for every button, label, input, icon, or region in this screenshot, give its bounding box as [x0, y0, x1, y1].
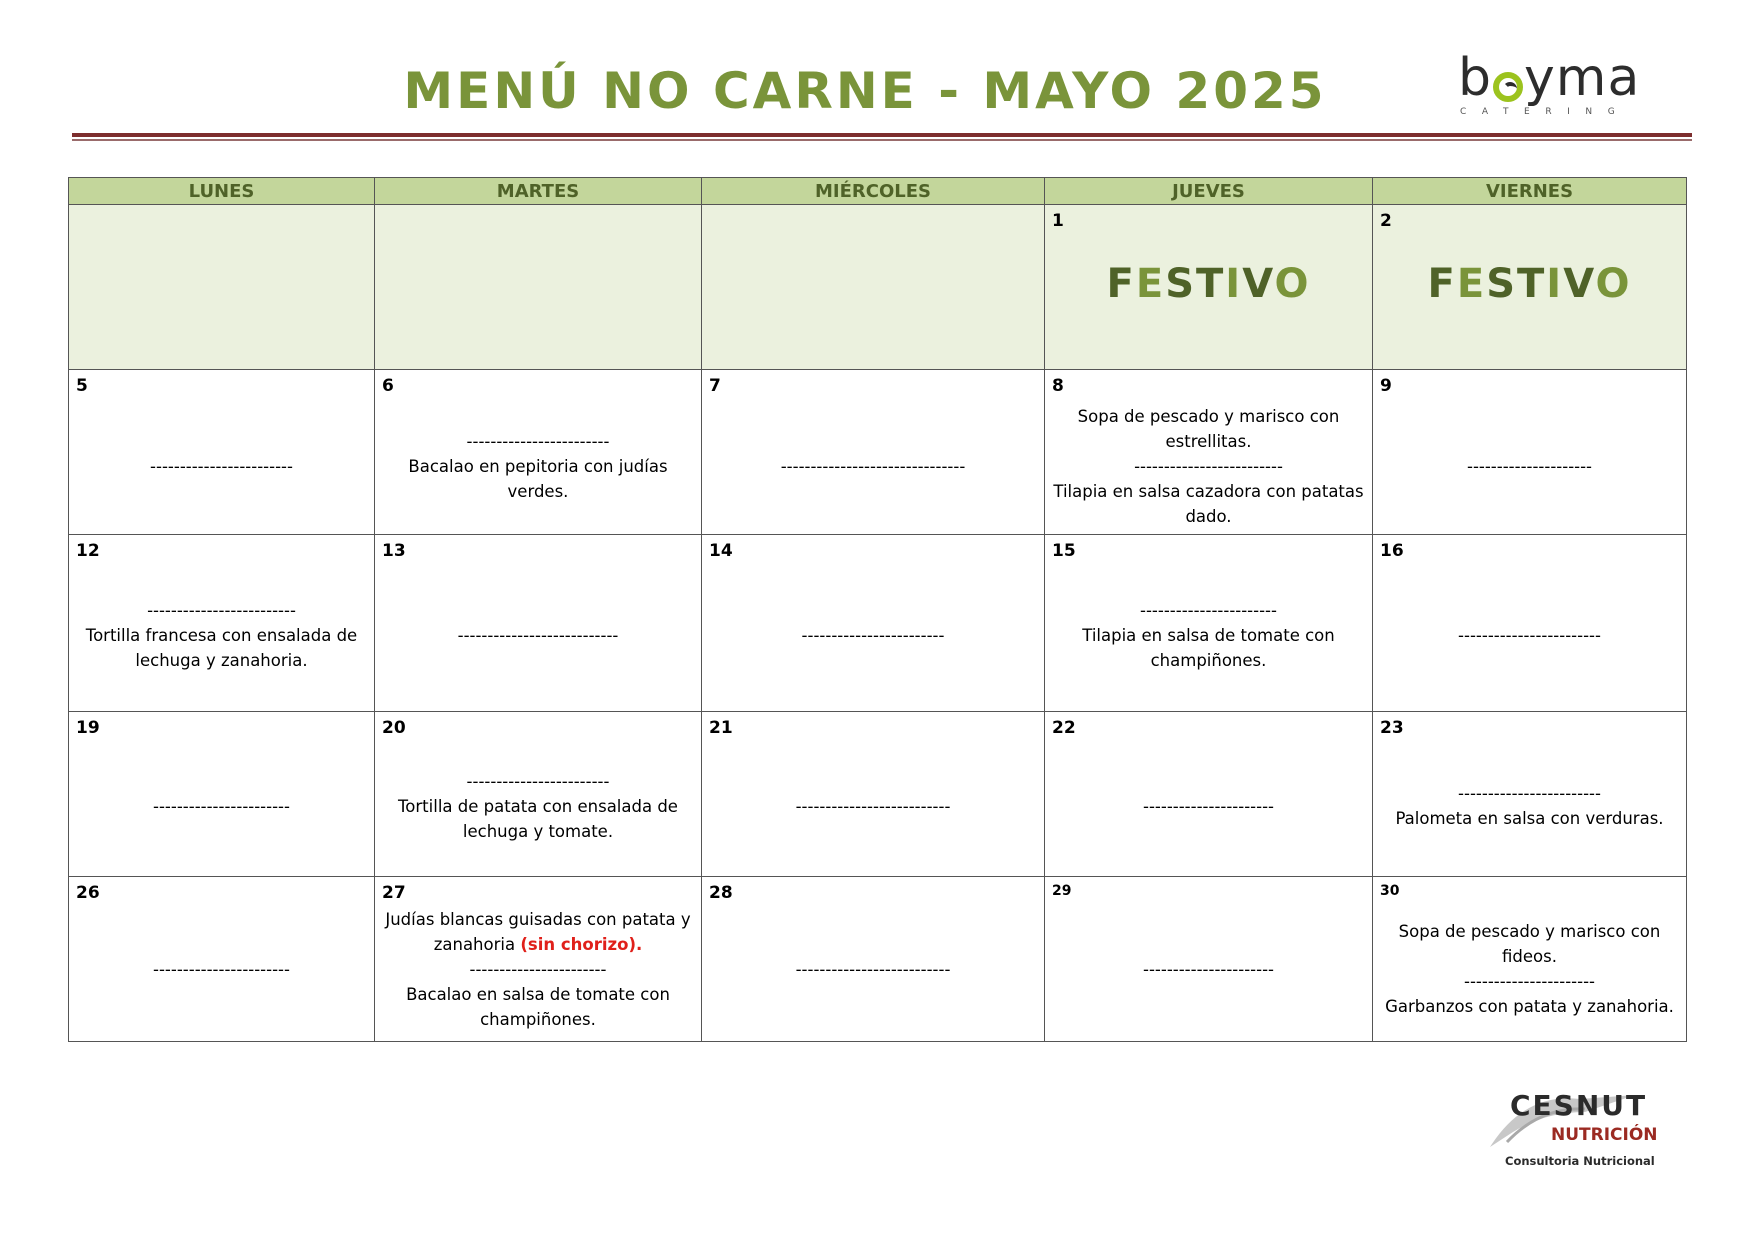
day-number: 2: [1380, 211, 1392, 231]
line-text: --------------------------: [795, 959, 951, 979]
day-number: 13: [382, 541, 406, 561]
logo-letters: yma: [1524, 48, 1641, 108]
boyma-logo: [1458, 48, 1668, 132]
day-cell: [1373, 370, 1687, 535]
menu-content: [379, 742, 697, 870]
line-text: -----------------------: [153, 796, 290, 816]
menu-content: [1049, 565, 1368, 705]
header-jueves: JUEVES: [1045, 178, 1373, 205]
line-text: ------------------------: [466, 771, 610, 791]
day-cell: [1373, 712, 1687, 877]
logo-letter: b: [1458, 48, 1493, 108]
line-text: --------------------------: [795, 796, 951, 816]
line-text: ----------------------: [1143, 959, 1274, 979]
separator-line: [379, 769, 697, 794]
separator-line: [1049, 454, 1368, 479]
week-row: [69, 712, 1687, 877]
logo-ring-icon: [1493, 72, 1523, 102]
separator-line: [1377, 969, 1682, 994]
day-cell: [375, 205, 702, 370]
day-cell: [69, 712, 375, 877]
festivo-label: FESTIVO: [1427, 261, 1632, 307]
separator-line: [706, 454, 1040, 479]
line-text: -------------------------: [147, 600, 296, 620]
dish-text: [1049, 479, 1368, 529]
separator-line: [73, 598, 370, 623]
day-cell: [702, 205, 1045, 370]
dish-text: [1377, 806, 1682, 831]
day-number: 19: [76, 718, 100, 738]
menu-content: [706, 903, 1040, 1035]
line-text: -------------------------------: [780, 456, 966, 476]
day-number: 28: [709, 883, 733, 903]
line-text: -----------------------: [469, 959, 607, 979]
menu-content: [1377, 903, 1682, 1035]
week-row: [69, 205, 1687, 370]
day-cell: [69, 535, 375, 712]
dish-text: [73, 623, 370, 673]
day-cell: [69, 877, 375, 1042]
line-text: Tortilla francesa con ensalada de lechuga y zanahoria.: [85, 625, 358, 670]
day-number: 30: [1380, 883, 1400, 899]
logo-subtitle: CATERING: [1460, 107, 1631, 117]
dish-text: [1377, 919, 1682, 969]
cesnut-subtitle: NUTRICIÓN: [1551, 1125, 1658, 1145]
header-lunes: LUNES: [69, 178, 375, 205]
line-text: Bacalao en salsa de tomate con champiñones.: [406, 984, 670, 1029]
day-number: 1: [1052, 211, 1064, 231]
day-number: 16: [1380, 541, 1404, 561]
day-cell: [702, 877, 1045, 1042]
line-text: ------------------------: [1458, 784, 1601, 803]
dish-text: [379, 982, 697, 1032]
day-cell: [69, 205, 375, 370]
header-miercoles: MIÉRCOLES: [702, 178, 1045, 205]
day-cell: [1045, 205, 1373, 370]
separator-line: [1377, 454, 1682, 479]
day-number: 20: [382, 718, 406, 738]
line-text: ------------------------: [801, 625, 945, 645]
separator-line: [1377, 781, 1682, 806]
day-cell: [702, 535, 1045, 712]
day-number: 27: [382, 883, 406, 903]
day-number: 14: [709, 541, 733, 561]
separator-line: [73, 454, 370, 479]
separator-line: [73, 794, 370, 819]
header-viernes: VIERNES: [1373, 178, 1687, 205]
line-text: Tilapia en salsa de tomate con champiñones.: [1082, 625, 1335, 670]
day-cell: [702, 370, 1045, 535]
line-text: ---------------------: [1466, 456, 1593, 476]
day-cell: [1045, 877, 1373, 1042]
menu-content: [1377, 565, 1682, 705]
day-number: 15: [1052, 541, 1076, 561]
line-text: Sopa de pescado y marisco con fideos.: [1398, 922, 1661, 966]
dish-text: [1377, 994, 1682, 1019]
menu-content: [73, 400, 370, 532]
day-cell: [375, 370, 702, 535]
day-cell: [375, 877, 702, 1042]
line-text: ------------------------: [150, 456, 293, 476]
line-text: Palometa en salsa con verduras.: [1395, 809, 1664, 828]
day-cell: [69, 370, 375, 535]
menu-content: [706, 565, 1040, 705]
menu-content: [73, 903, 370, 1035]
menu-content: [73, 565, 370, 705]
week-row: [69, 877, 1687, 1042]
menu-content: [379, 400, 697, 532]
menu-content: [1377, 742, 1682, 870]
menu-content: [73, 742, 370, 870]
week-row: [69, 535, 1687, 712]
page-title: MENÚ NO CARNE - MAYO 2025: [403, 62, 1327, 120]
day-number: 23: [1380, 718, 1404, 738]
line-text: Garbanzos con patata y zanahoria.: [1385, 997, 1674, 1016]
dish-text: [379, 907, 697, 957]
line-text: Tortilla de patata con ensalada de lechuga y tomate.: [398, 796, 678, 841]
day-cell: [1045, 535, 1373, 712]
day-number: 22: [1052, 718, 1076, 738]
menu-content: [379, 903, 697, 1035]
separator-line: [706, 957, 1040, 982]
header-rule-thin: [72, 139, 1692, 141]
line-text: ------------------------: [1458, 625, 1601, 645]
separator-line: [1049, 598, 1368, 623]
line-text: Sopa de pescado y marisco con estrellitas.: [1077, 406, 1340, 451]
menu-content: [706, 400, 1040, 532]
line-text: -----------------------: [1140, 600, 1277, 620]
separator-line: [1049, 957, 1368, 982]
dish-text: [379, 454, 697, 504]
menu-content: [706, 742, 1040, 870]
day-number: 9: [1380, 376, 1392, 396]
day-cell: [1045, 370, 1373, 535]
menu-content: [1049, 400, 1368, 532]
line-text: -----------------------: [153, 959, 290, 979]
separator-line: [379, 429, 697, 454]
day-cell: [1373, 205, 1687, 370]
day-cell: [375, 712, 702, 877]
day-cell: [1373, 535, 1687, 712]
day-number: 7: [709, 376, 721, 396]
menu-content: [1049, 903, 1368, 1035]
festivo-label: FESTIVO: [1106, 261, 1311, 307]
header-martes: MARTES: [375, 178, 702, 205]
separator-line: [706, 623, 1040, 648]
dish-text: [379, 794, 697, 844]
cesnut-logo: [1485, 1085, 1658, 1175]
day-number: 21: [709, 718, 733, 738]
line-text: ----------------------: [1464, 972, 1595, 991]
line-text: ------------------------: [466, 431, 610, 451]
day-number: 6: [382, 376, 394, 396]
red-note: (sin chorizo).: [520, 934, 643, 954]
separator-line: [1377, 623, 1682, 648]
day-number: 29: [1052, 883, 1072, 899]
menu-content: [1377, 400, 1682, 532]
menu-calendar: [68, 177, 1687, 1042]
day-cell: [1045, 712, 1373, 877]
line-text: ----------------------: [1143, 796, 1274, 816]
day-number: 8: [1052, 376, 1064, 396]
cesnut-tagline: Consultoria Nutricional: [1505, 1154, 1655, 1168]
separator-line: [1049, 794, 1368, 819]
dish-text: [1049, 404, 1368, 454]
day-cell: [375, 535, 702, 712]
line-text: ---------------------------: [457, 625, 619, 645]
separator-line: [706, 794, 1040, 819]
header-rule: [72, 133, 1692, 137]
week-row: [69, 370, 1687, 535]
line-text: Bacalao en pepitoria con judías verdes.: [408, 456, 668, 501]
dish-text: [1049, 623, 1368, 673]
day-number: 12: [76, 541, 100, 561]
line-text: -------------------------: [1134, 456, 1283, 476]
day-cell: [702, 712, 1045, 877]
day-cell: [1373, 877, 1687, 1042]
separator-line: [73, 957, 370, 982]
day-number: 26: [76, 883, 100, 903]
cesnut-name: CESNUT: [1510, 1089, 1648, 1122]
day-number: 5: [76, 376, 88, 396]
menu-content: [1049, 742, 1368, 870]
line-text: Judías blancas guisadas con patata y zanahoria: [385, 909, 691, 954]
separator-line: [379, 957, 697, 982]
line-text: Tilapia en salsa cazadora con patatas dado.: [1053, 481, 1364, 526]
separator-line: [379, 623, 697, 648]
menu-content: [379, 565, 697, 705]
